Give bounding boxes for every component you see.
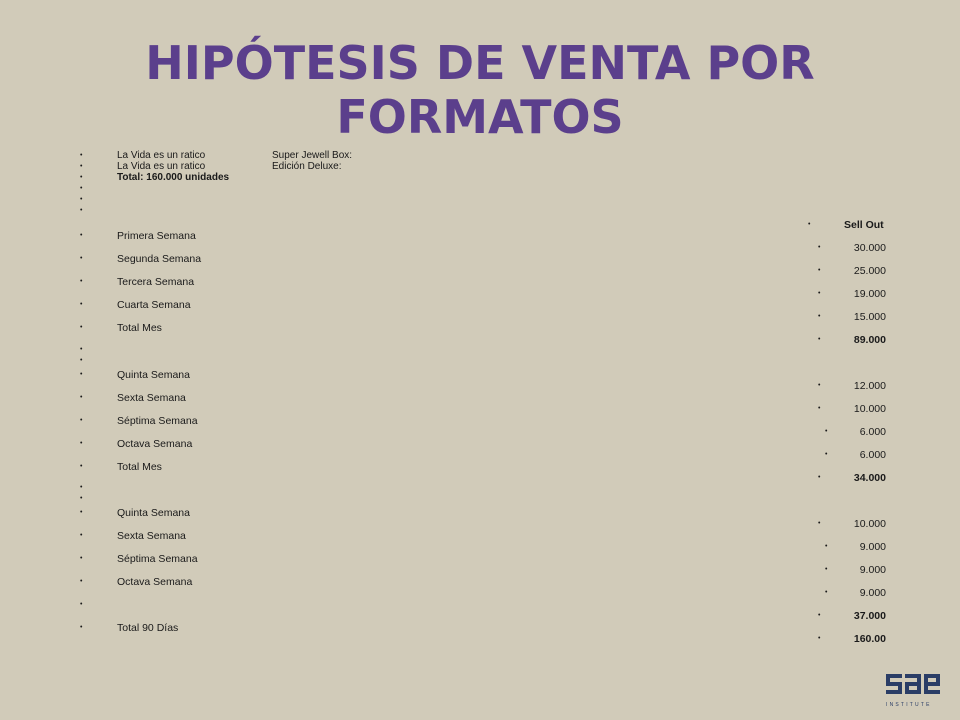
value: 10.000 <box>853 518 886 530</box>
week-label: Sexta Semana <box>117 530 186 542</box>
bullet: • <box>80 255 83 262</box>
bullet: • <box>808 221 811 228</box>
bullet: • <box>818 244 821 251</box>
bullet: • <box>80 484 83 491</box>
value: 30.000 <box>853 242 886 254</box>
bullet: • <box>818 267 821 274</box>
bullet: • <box>80 509 83 516</box>
value: 9.000 <box>859 541 886 553</box>
bullet: • <box>80 185 83 192</box>
title-line-1: HIPÓTESIS DE VENTA POR <box>145 36 815 90</box>
bullet: • <box>80 463 83 470</box>
bullet: • <box>80 346 83 353</box>
bullet: • <box>80 495 83 502</box>
bullet: • <box>818 290 821 297</box>
value: 12.000 <box>853 380 886 392</box>
value: 6.000 <box>859 426 886 438</box>
bullet: • <box>80 232 83 239</box>
intro-line: La Vida es un ratico <box>117 150 206 161</box>
bullet: • <box>818 382 821 389</box>
total-value: 89.000 <box>853 334 886 346</box>
week-label: Séptima Semana <box>117 553 198 565</box>
value: 9.000 <box>859 564 886 576</box>
page-title <box>0 36 960 144</box>
sae-institute-logo <box>886 670 942 710</box>
total-value: 37.000 <box>853 610 886 622</box>
bullet: • <box>80 196 83 203</box>
bullet: • <box>80 601 83 608</box>
bullet: • <box>80 152 83 159</box>
week-label: Sexta Semana <box>117 392 186 404</box>
bullet: • <box>818 474 821 481</box>
value: 25.000 <box>853 265 886 277</box>
bullet: • <box>80 532 83 539</box>
intro-line: La Vida es un ratico <box>117 161 206 172</box>
bullet: • <box>80 207 83 214</box>
week-label: Primera Semana <box>117 230 196 242</box>
total-value: 34.000 <box>853 472 886 484</box>
intro-format: Super Jewell Box: <box>272 150 353 161</box>
bullet: • <box>80 278 83 285</box>
intro-format: Edición Deluxe: <box>272 161 342 172</box>
bullet: • <box>80 440 83 447</box>
bullet: • <box>80 324 83 331</box>
week-label: Octava Semana <box>117 576 193 588</box>
value: 10.000 <box>853 403 886 415</box>
week-label: Tercera Semana <box>117 276 195 288</box>
bullet: • <box>818 635 821 642</box>
week-label: Cuarta Semana <box>117 299 191 311</box>
bullet: • <box>80 301 83 308</box>
bullet: • <box>825 566 828 573</box>
bullet: • <box>80 417 83 424</box>
bullet: • <box>825 428 828 435</box>
grand-total-value: 160.00 <box>853 633 886 645</box>
bullet: • <box>80 394 83 401</box>
bullet: • <box>818 612 821 619</box>
bullet: • <box>80 174 83 181</box>
value: 15.000 <box>853 311 886 323</box>
value: 9.000 <box>859 587 886 599</box>
week-label: Quinta Semana <box>117 369 190 381</box>
bullet: • <box>818 520 821 527</box>
bullet: • <box>825 589 828 596</box>
bullet: • <box>825 543 828 550</box>
sae-logo-mark <box>886 670 942 700</box>
week-label: Séptima Semana <box>117 415 198 427</box>
week-label: Segunda Semana <box>117 253 202 265</box>
value: 6.000 <box>859 449 886 461</box>
week-label: Quinta Semana <box>117 507 190 519</box>
value: 19.000 <box>853 288 886 300</box>
week-label: Octava Semana <box>117 438 193 450</box>
intro-total: Total: 160.000 unidades <box>117 172 230 183</box>
column-header: Sell Out <box>844 219 884 231</box>
bullet: • <box>818 336 821 343</box>
logo-tagline: INSTITUTE <box>886 702 932 708</box>
bullet: • <box>80 357 83 364</box>
bullet: • <box>80 371 83 378</box>
bullet: • <box>80 555 83 562</box>
bullet: • <box>80 163 83 170</box>
total-label: Total Mes <box>117 322 162 334</box>
bullet: • <box>80 624 83 631</box>
title-line-2: FORMATOS <box>336 90 624 144</box>
bullet: • <box>825 451 828 458</box>
total-label: Total Mes <box>117 461 162 473</box>
bullet: • <box>80 578 83 585</box>
bullet: • <box>818 405 821 412</box>
bullet: • <box>818 313 821 320</box>
grand-total-label: Total 90 Días <box>117 622 179 634</box>
